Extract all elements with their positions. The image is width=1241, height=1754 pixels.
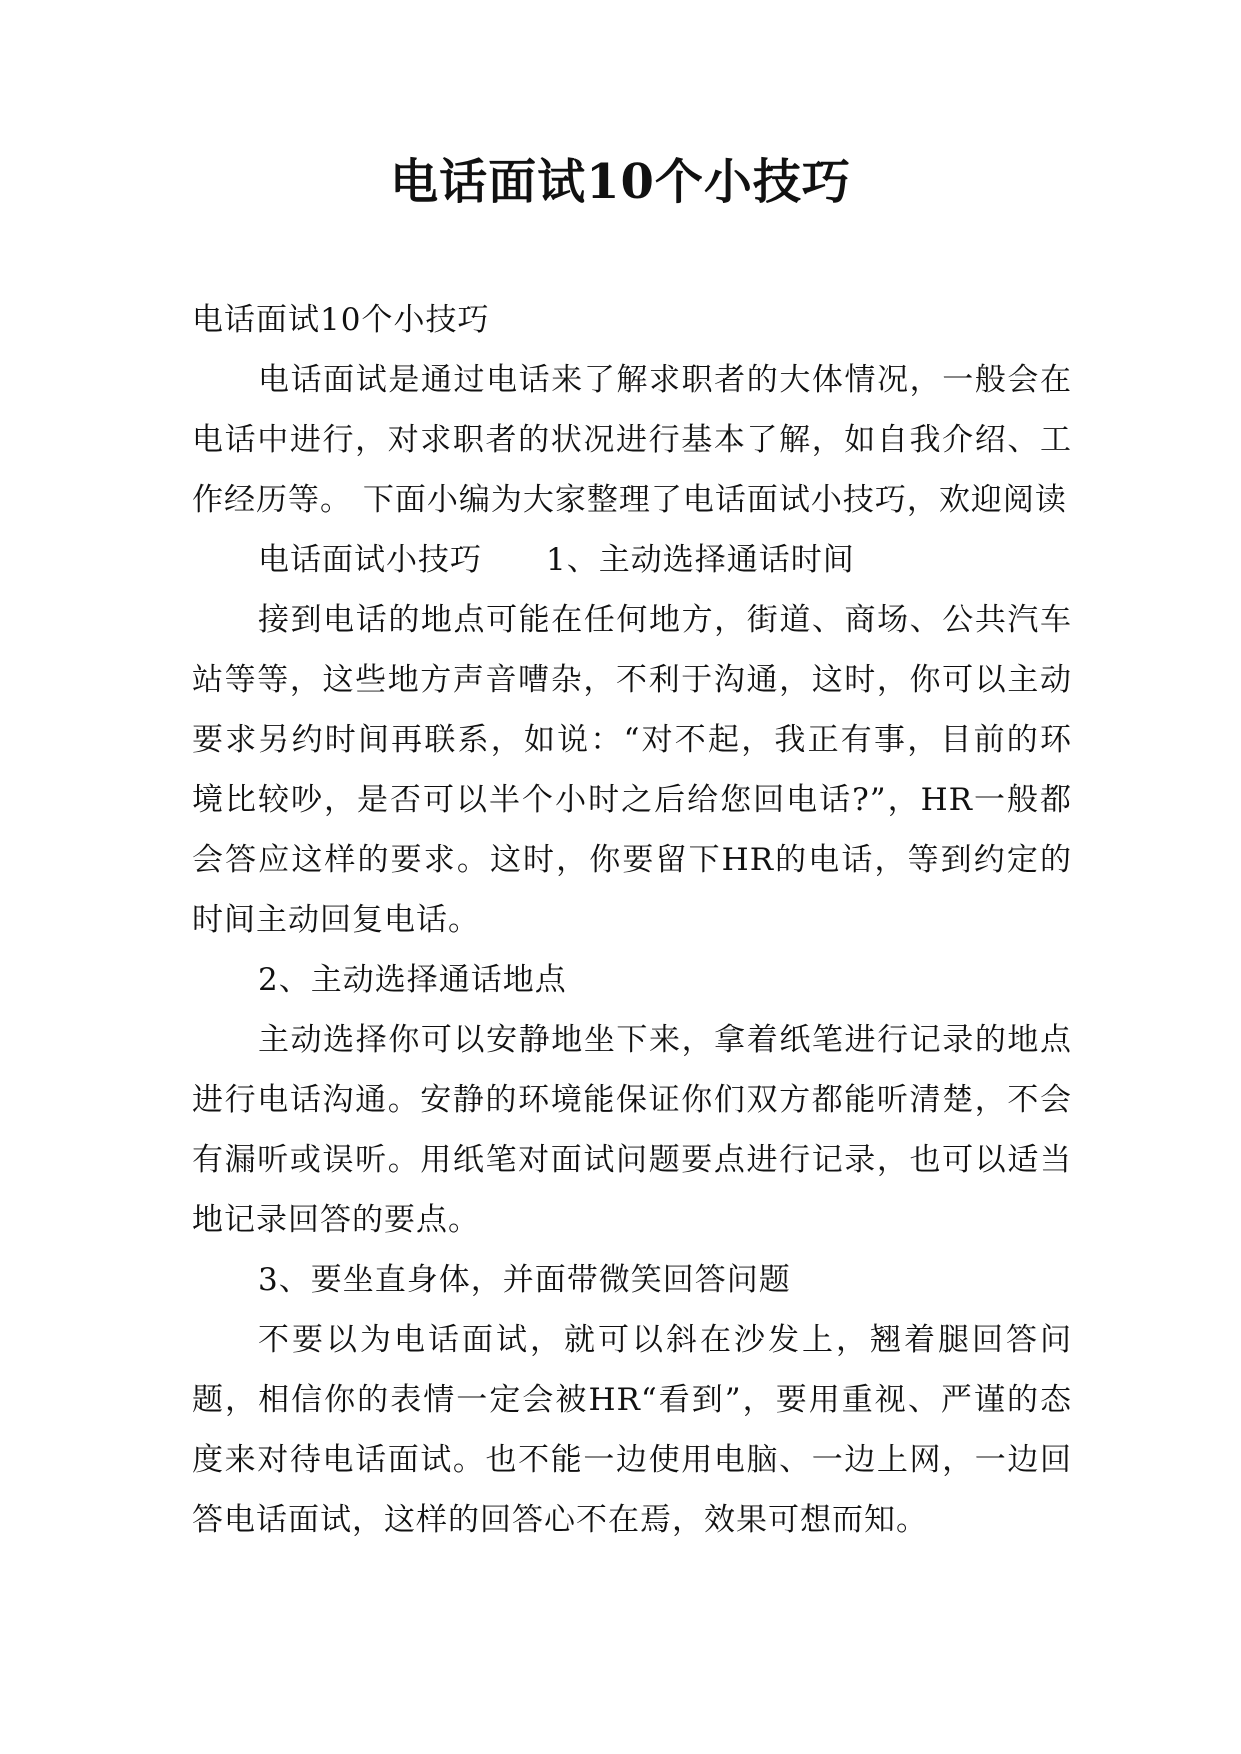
paragraph-tip-3-body: 不要以为电话面试，就可以斜在沙发上，翘着腿回答问题，相信你的表情一定会被HR“看到”，要用重视、严谨的态度来对待电话面试。也不能一边使用电脑、一边上网，一边回答电话面试，这样的回答心不在焉，效果可想而知。 — [192, 1322, 1072, 1538]
paragraph-tip-2-heading: 2、主动选择通话地点 — [258, 962, 567, 998]
paragraph-tip-1-heading: 电话面试小技巧 1、主动选择通话时间 — [258, 542, 855, 578]
paragraph-tip-3-heading: 3、要坐直身体，并面带微笑回答问题 — [258, 1262, 791, 1298]
paragraph-subtitle: 电话面试10个小技巧 — [192, 302, 490, 338]
document-body — [192, 290, 1072, 1550]
paragraph-tip-2-body: 主动选择你可以安静地坐下来，拿着纸笔进行记录的地点进行电话沟通。安静的环境能保证你们双方都能听清楚，不会有漏听或误听。用纸笔对面试问题要点进行记录，也可以适当地记录回答的要点。 — [192, 1022, 1072, 1238]
paragraph-intro: 电话面试是通过电话来了解求职者的大体情况，一般会在电话中进行，对求职者的状况进行基本了解，如自我介绍、工作经历等。 下面小编为大家整理了电话面试小技巧，欢迎阅读 — [192, 362, 1072, 518]
paragraph-tip-1-body: 接到电话的地点可能在任何地方，街道、商场、公共汽车站等等，这些地方声音嘈杂，不利于沟通，这时，你可以主动要求另约时间再联系，如说：“对不起，我正有事，目前的环境比较吵，是否可以半个小时之后给您回电话?”，HR一般都会答应这样的要求。这时，你要留下HR的电话，等到约定的时间主动回复电话。 — [192, 602, 1072, 938]
document-title: 电话面试10个小技巧 — [390, 154, 851, 210]
